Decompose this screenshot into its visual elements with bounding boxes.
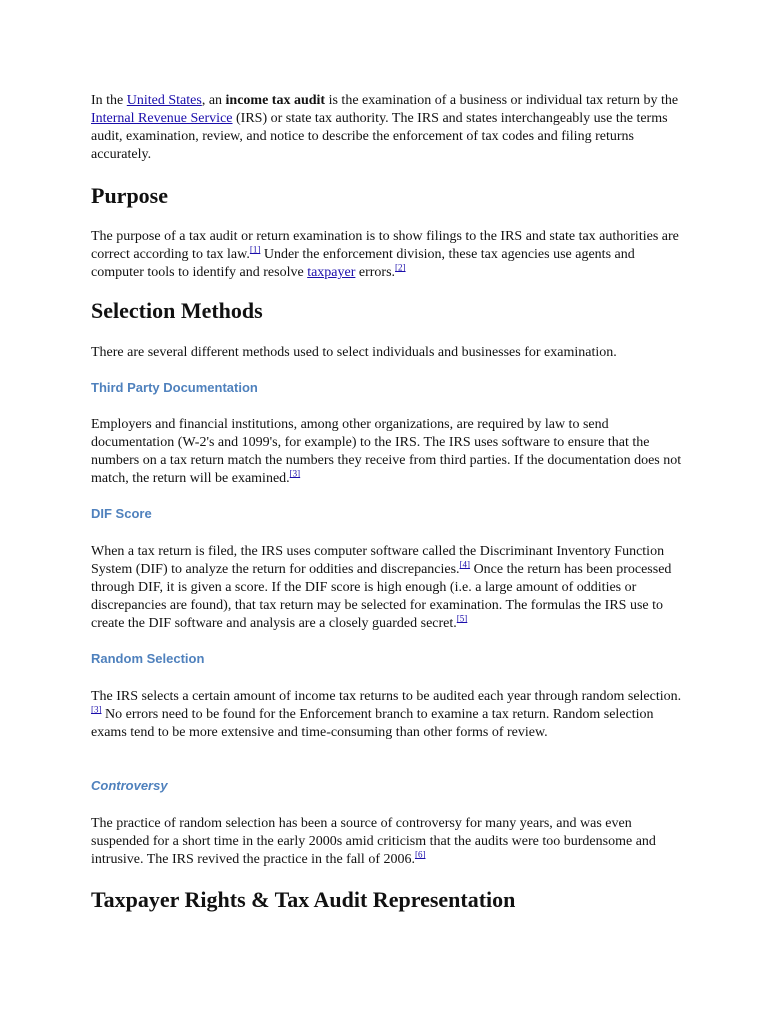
controversy-paragraph — [91, 815, 686, 869]
income-tax-audit-term: income tax audit — [225, 93, 326, 108]
footnote-link-6[interactable]: [6] — [414, 849, 426, 860]
third-party-text: Employers and financial institutions, among other organizations, are required by law to send documentation (W-2's and 1099's, for example) to the IRS. The IRS uses software to ensure that the numbers on a tax return match the numbers they receive from third parties. If the documentation does not match, the return will be examined. — [91, 417, 682, 486]
footnote-link-2[interactable]: [2] — [395, 262, 406, 273]
footnote-link-4[interactable]: [4] — [459, 559, 471, 570]
purpose-heading: Purpose — [91, 183, 168, 208]
dif-score-heading: DIF Score — [91, 506, 152, 521]
random-selection-heading: Random Selection — [91, 651, 205, 666]
united-states-link[interactable]: United States — [126, 93, 202, 108]
controversy-heading: Controversy — [91, 778, 168, 793]
purpose-text: The purpose of a tax audit or return examination is to show filings to the IRS and state tax authorities are correct according to tax law. — [91, 229, 679, 262]
intro-text: , an — [201, 93, 226, 108]
footnote-link-1[interactable]: [1] — [249, 244, 261, 255]
selection-methods-heading: Selection Methods — [91, 298, 263, 323]
footnote-link-3b[interactable]: [3] — [91, 704, 102, 715]
taxpayer-link[interactable]: taxpayer — [307, 265, 356, 280]
random-text: The IRS selects a certain amount of income tax returns to be audited each year through random selection. — [91, 689, 682, 704]
intro-paragraph — [91, 92, 686, 164]
footnote-link-5[interactable]: [5] — [456, 613, 468, 624]
controversy-text: The practice of random selection has been a source of controversy for many years, and was even suspended for a short time in the early 2000s amid criticism that the audits were too burdensome and intrusive. The IRS revived the practice in the fall of 2006. — [91, 816, 656, 867]
footnote-link-3[interactable]: [3] — [289, 468, 301, 479]
taxpayer-rights-heading: Taxpayer Rights & Tax Audit Representation — [91, 887, 516, 912]
intro-text: is the examination of a business or individual tax return by the — [325, 93, 679, 108]
selection-intro-paragraph: There are several different methods used to select individuals and businesses for examination. — [91, 345, 617, 360]
dif-paragraph — [91, 543, 686, 633]
intro-text: In the — [91, 93, 127, 108]
dif-text: Once the return has been processed through DIF, it is given a score. If the DIF score is high enough (i.e. a large amount of oddities or discrepancies are found), that tax return may be selected for examination. The formulas the IRS use to create the DIF software and analysis are a closely guarded secret. — [91, 562, 672, 631]
purpose-text: errors. — [355, 265, 396, 280]
random-selection-paragraph — [91, 688, 686, 742]
random-text: No errors need to be found for the Enforcement branch to examine a tax return. Random selection exams tend to be more extensive and time-consuming than other forms of review. — [91, 707, 654, 740]
internal-revenue-service-link[interactable]: Internal Revenue Service — [91, 111, 233, 126]
purpose-text: Under the enforcement division, these tax agencies use agents and computer tools to identify and resolve — [91, 247, 635, 280]
dif-text: When a tax return is filed, the IRS uses computer software called the Discriminant Inventory Function System (DIF) to analyze the return for oddities and discrepancies. — [91, 544, 665, 577]
third-party-paragraph — [91, 416, 686, 488]
purpose-paragraph — [91, 228, 686, 282]
third-party-heading: Third Party Documentation — [91, 380, 258, 395]
intro-text: (IRS) or state tax authority. The IRS and states interchangeably use the terms audit, examination, review, and notice to describe the enforcement of tax codes and filing returns accurately. — [91, 111, 668, 162]
